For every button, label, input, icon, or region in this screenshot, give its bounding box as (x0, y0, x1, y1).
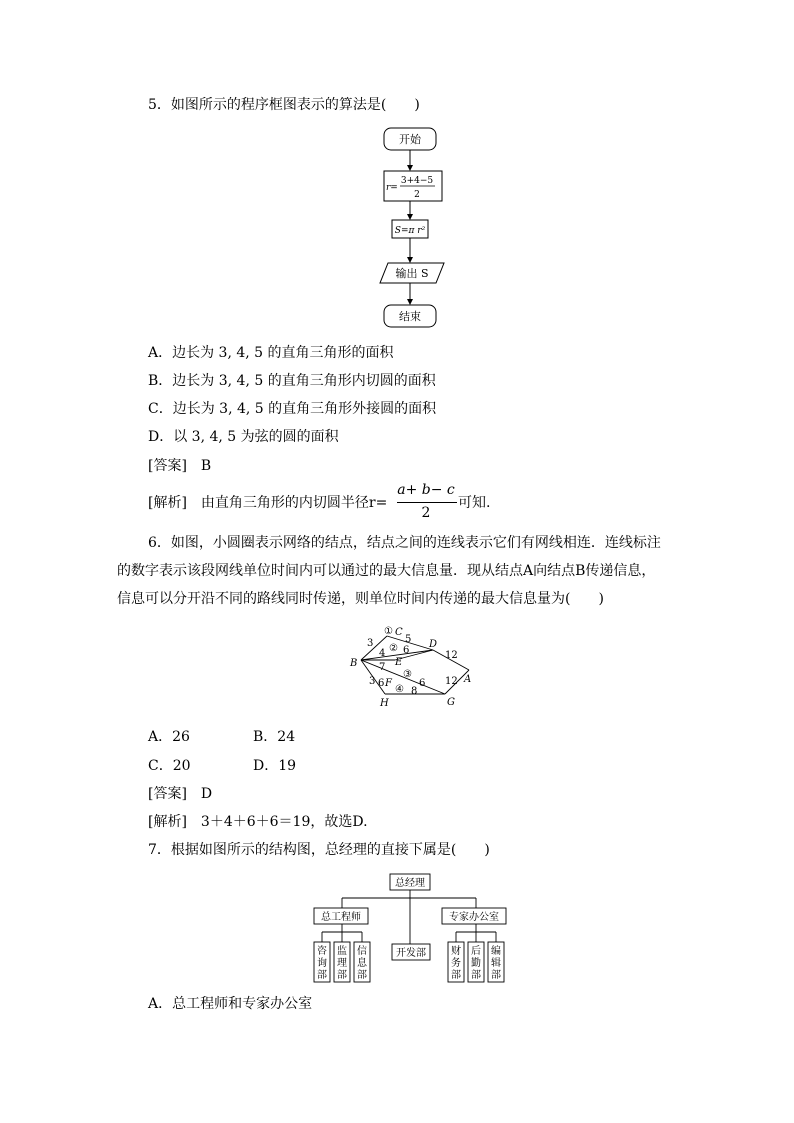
flow-output-label: 输出 S (395, 267, 429, 280)
org-left-child-2-label: 监理部 (337, 946, 347, 981)
node-e-label: E (395, 657, 403, 668)
flow-assign-den: 2 (414, 190, 420, 200)
q7-org-chart (310, 870, 518, 986)
org-left-child-1-label: 咨询部 (317, 946, 327, 981)
weight-bh: 3 (369, 676, 376, 687)
circled-3: ③ (403, 669, 412, 680)
weight-bg2: 6 (419, 678, 426, 689)
weight-ed: 6 (403, 645, 410, 656)
q5-analysis-suffix: 可知. (458, 495, 491, 511)
node-h-label: H (380, 698, 389, 709)
q6-analysis: [解析] 3＋4＋6＋6＝19，故选D. (148, 814, 368, 830)
q6-stem-line-1: 6．如图，小圆圈表示网络的结点，结点之间的连线表示它们有网线相连．连线标注 (148, 535, 661, 551)
weight-bc: 3 (367, 638, 374, 649)
q5-answer: [答案] B (148, 458, 212, 474)
node-b-label: B (350, 658, 358, 669)
q5-analysis-den: 2 (421, 505, 431, 521)
circled-2: ② (389, 643, 398, 654)
circled-1: ① (384, 626, 393, 637)
q5-option-b: B．边长为 3, 4, 5 的直角三角形内切圆的面积 (148, 373, 436, 389)
node-g-label: G (447, 697, 455, 708)
flow-area-label: S=π r² (394, 226, 426, 236)
fraction-bar (397, 502, 457, 503)
flow-assign-num: 3+4−5 (400, 176, 434, 186)
q7-option-a: A．总工程师和专家办公室 (148, 996, 313, 1012)
q6-option-a: A．26 (148, 729, 190, 745)
weight-hf: 6 (378, 678, 385, 689)
q6-option-c: C．20 (148, 758, 191, 774)
org-left-label: 总工程师 (321, 912, 361, 923)
q6-network-graph (345, 620, 480, 712)
org-right-child-1-label: 财务部 (451, 946, 461, 981)
q6-option-d: D．19 (253, 758, 297, 774)
org-right-child-3-label: 编辑部 (491, 946, 501, 981)
org-right-label: 专家办公室 (449, 912, 499, 923)
node-c-label: C (395, 627, 403, 638)
node-f-label: F (385, 678, 392, 689)
q6-option-b: B．24 (253, 729, 296, 745)
weight-hg: 8 (411, 686, 418, 697)
flow-assign-lhs: r= (386, 183, 398, 193)
org-right-child-2-label: 后勤部 (471, 946, 481, 981)
q5-option-d: D．以 3, 4, 5 为弦的圆的面积 (148, 429, 339, 445)
q5-option-a: A．边长为 3, 4, 5 的直角三角形的面积 (148, 345, 394, 361)
circled-4: ④ (395, 684, 404, 695)
q5-stem: 5．如图所示的程序框图表示的算法是( ) (148, 97, 420, 113)
q5-analysis-prefix: [解析] 由直角三角形的内切圆半径r= (148, 495, 388, 511)
q5-analysis-num: a+ b− c (397, 482, 455, 498)
node-d-label: D (429, 639, 438, 650)
weight-bg: 7 (379, 662, 386, 673)
org-mid-label: 开发部 (396, 948, 426, 959)
q6-stem-line-2: 的数字表示该段网线单位时间内可以通过的最大信息量．现从结点A向结点B传递信息， (117, 563, 656, 579)
weight-be: 4 (379, 648, 386, 659)
weight-cd: 5 (405, 634, 412, 645)
weight-da: 12 (445, 650, 458, 661)
q5-flowchart (378, 124, 450, 330)
node-a-label: A (464, 674, 472, 685)
q6-stem-line-3: 信息可以分开沿不同的路线同时传递，则单位时间内传递的最大信息量为( ) (117, 591, 604, 607)
flow-end-label: 结束 (399, 310, 421, 323)
org-root-label: 总经理 (395, 878, 425, 889)
q7-stem: 7．根据如图所示的结构图，总经理的直接下属是( ) (148, 842, 490, 858)
org-left-child-3-label: 信息部 (357, 946, 367, 981)
flow-start-label: 开始 (399, 133, 421, 146)
q5-option-c: C．边长为 3, 4, 5 的直角三角形外接圆的面积 (148, 401, 437, 417)
q6-answer: [答案] D (148, 786, 213, 802)
weight-ga: 12 (445, 676, 458, 687)
